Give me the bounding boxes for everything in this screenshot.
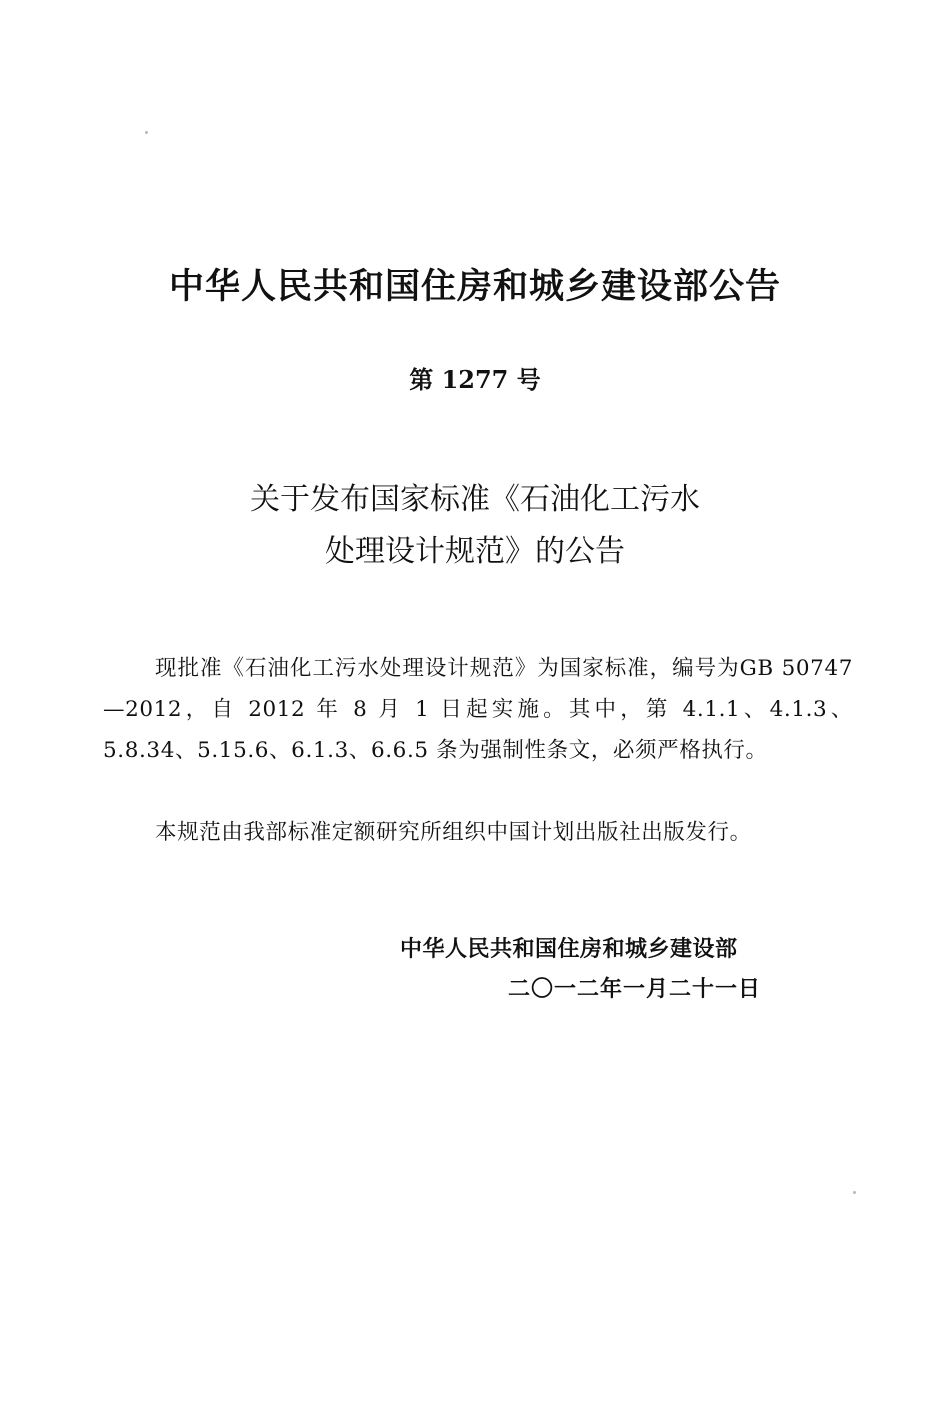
issuer-title: 中华人民共和国住房和城乡建设部公告	[168, 267, 781, 307]
body-paragraph-publication: 本规范由我部标准定额研究所组织中国计划出版社出版发行。	[155, 820, 752, 845]
subject-line-1: 关于发布国家标准《石油化工污水	[250, 482, 700, 517]
subject-line-2: 处理设计规范》的公告	[325, 534, 625, 569]
signer: 中华人民共和国住房和城乡建设部	[400, 937, 738, 962]
scan-speck	[145, 131, 148, 134]
body-paragraph-approval: 现批准《石油化工污水处理设计规范》为国家标准，编号为GB 50747—2012，自 2012 年 8 月 1 日起实施。其中，第 4.1.1、4.1.3、5.8.34、5.15.6、6.1.3、6.6.5 条为强制性条文，必须严格执行。	[103, 656, 853, 763]
announcement-number: 第 1277 号	[409, 365, 541, 394]
issue-date: 二〇一二年一月二十一日	[508, 977, 762, 1002]
scan-speck	[853, 1191, 856, 1194]
